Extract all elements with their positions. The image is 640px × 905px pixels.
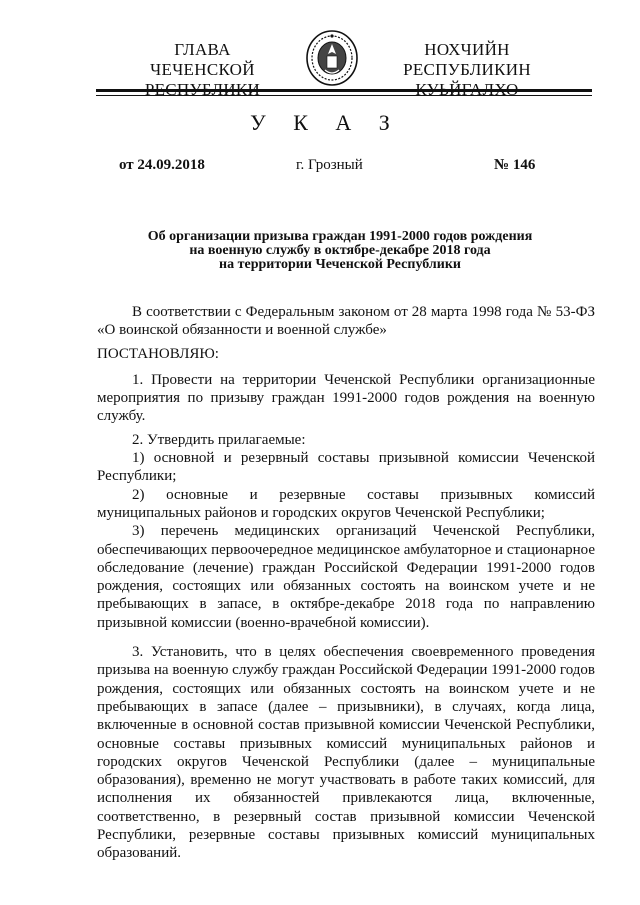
item-2-2-paragraph: 2) основные и резервные составы призывных комиссий муниципальных районов и городских округов Чеченской Республики; (97, 486, 595, 521)
issuer-chechen-line1: НОХЧИЙН РЕСПУБЛИКИН (403, 40, 531, 79)
document-number: № 146 (494, 157, 536, 173)
subject-line1: Об организации призыва граждан 1991-2000 годов рождения (147, 229, 533, 244)
document-subject (120, 230, 560, 272)
document-body (97, 303, 595, 863)
item-1-paragraph: 1. Провести на территории Чеченской Республики организационные мероприятия по призыву граждан 1991-2000 годов рождения на военную службу. (97, 371, 595, 425)
item-2-3-paragraph: 3) перечень медицинских организаций Чеченской Республики, обеспечивающих первоочередное медицинское амбулаторное и стационарное обследование (лечение) граждан Российской Федерации 1991-2000 годов рождения, состоящих или обязанных состоять на воинском учете и не пребывающих в запасе, в октябре-декабре 2018 года по направлению призывной комиссии (военно-врачебной комиссии). (97, 523, 595, 631)
item-2-1-paragraph: 1) основной и резервный составы призывной комиссии Чеченской Республики; (97, 450, 595, 485)
issuer-russian-line1: ГЛАВА (174, 40, 231, 59)
decree-word: ПОСТАНОВЛЯЮ: (97, 345, 219, 362)
preamble-paragraph: В соответствии с Федеральным законом от 28 марта 1998 года № 53-ФЗ «О воинской обязанности и военной службе» (97, 304, 595, 339)
item-3-paragraph: 3. Установить, что в целях обеспечения своевременного проведения призыва на военную службу граждан Российской Федерации 1991-2000 годов рождения, состоящих или обязанных состоять на воинском учете и не пребывающих в запасе (далее – призывники), в случаях, когда лица, включенные в основной состав призывной комиссии Чеченской Республики, основные составы призывных комиссий муниципальных районов и городских округов Чеченской Республики (далее – муниципальные образования), временно не могут участвовать в работе таких комиссий, для исполнения их обязанностей привлекаются лица, включенные, соответственно, в резервный состав призывной комиссии Чеченской Республики, резервные составы призывных комиссий муниципальных образований. (97, 644, 595, 862)
issuer-russian-line2: ЧЕЧЕНСКОЙ (150, 60, 255, 79)
item-2-paragraph: 2. Утвердить прилагаемые: (132, 431, 306, 448)
coat-of-arms-icon (306, 30, 358, 86)
document-title: У К А З (250, 110, 401, 135)
subject-line2: на военную службу в октябре-декабре 2018 года (189, 243, 491, 258)
header-rule-thin (96, 95, 592, 96)
document-date: от 24.09.2018 (119, 157, 205, 173)
subject-line3: на территории Чеченской Республики (219, 257, 461, 272)
header-rule-thick (96, 89, 592, 92)
document-city: г. Грозный (296, 157, 363, 173)
